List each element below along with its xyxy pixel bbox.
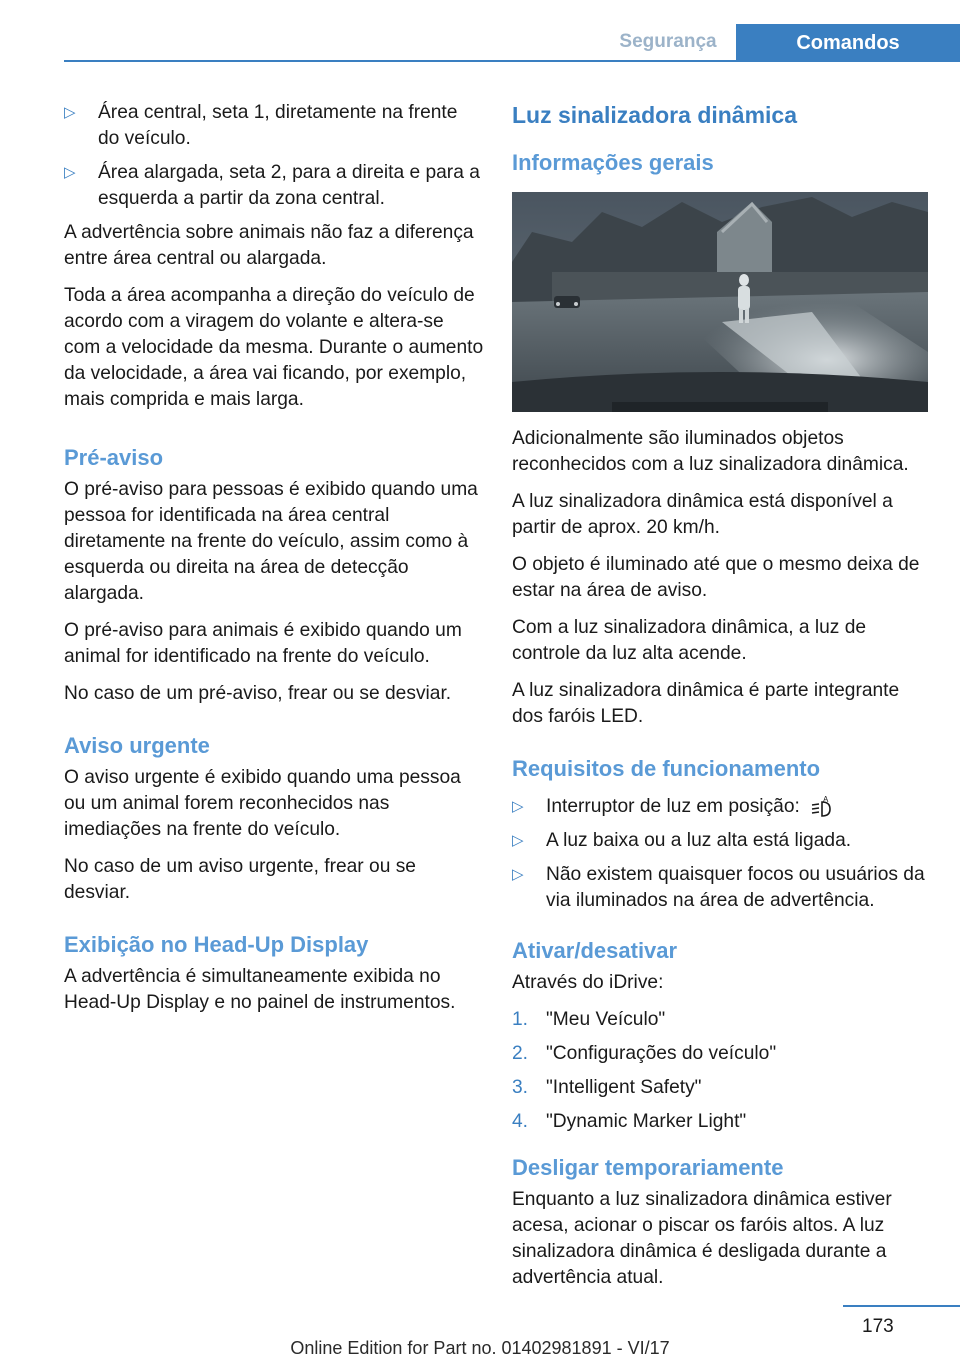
page-number: 173: [862, 1316, 894, 1337]
area-bullet-list: [64, 100, 484, 212]
section-title-ativar-desativar: Ativar/desativar: [512, 938, 678, 963]
page-section-title: Luz sinalizadora dinâmica: [512, 102, 798, 128]
section-title-aviso-urgente: Aviso urgente: [64, 733, 210, 758]
header-rule: [64, 60, 960, 62]
auto-light-switch-icon: [808, 796, 834, 818]
paragraph: Através do iDrive:: [512, 972, 664, 993]
paragraph: O pré-aviso para animais é exibido quando um animal for identificado na frente do veículo.: [64, 620, 462, 667]
list-item: ▷ Área central, seta 1, diretamente na frente do veículo.: [64, 102, 458, 149]
section-title-requisitos: Requisitos de funcionamento: [512, 756, 821, 781]
paragraph: Com a luz sinalizadora dinâmica, a luz de controle da luz alta acende.: [512, 617, 867, 664]
section-title-preaviso: Pré-aviso: [64, 445, 164, 470]
dynamic-marker-light-photo: [512, 192, 928, 412]
paragraph: O objeto é iluminado até que o mesmo deixa de estar na área de aviso.: [512, 554, 920, 601]
paragraph: No caso de um pré-aviso, frear ou se desviar.: [64, 683, 452, 704]
list-item: ▷ Não existem quaisquer focos ou usuários da via iluminados na área de advertência.: [512, 864, 925, 911]
paragraph: No caso de um aviso urgente, frear ou se desviar.: [64, 856, 416, 903]
header-tab-comandos[interactable]: Comandos: [736, 24, 960, 62]
section-title-informacoes-gerais: Informações gerais: [512, 150, 714, 175]
paragraph: A luz sinalizadora dinâmica é parte integrante dos faróis LED.: [512, 680, 900, 727]
paragraph: Enquanto a luz sinalizadora dinâmica estiver acesa, acionar o piscar os faróis altos. A luz sinalizadora dinâmica é desligada durante a advertência atual.: [512, 1189, 892, 1288]
header-tab-seguranca[interactable]: Segurança: [619, 31, 717, 52]
section-title-desligar: Desligar temporariamente: [512, 1155, 784, 1180]
idrive-steps-list: [512, 1007, 930, 1135]
requisitos-list: [512, 794, 930, 914]
list-item: 3. "Intelligent Safety": [512, 1077, 702, 1098]
paragraph: O pré-aviso para pessoas é exibido quando uma pessoa for identificada na área central diretamente na frente do veículo, assim como à esquerda ou direita na área de detecção alargada.: [64, 479, 478, 604]
list-item: ▷ Interruptor de luz em posição: A: [512, 794, 930, 820]
right-column: [512, 100, 930, 1302]
paragraph: Toda a área acompanha a direção do veículo de acordo com a viragem do volante e altera-se com a velocidade da mesma. Durante o aumento da velocidade, a área vai ficando, por exemplo, mais comprida e mais larga.: [64, 285, 484, 410]
footer-edition: Online Edition for Part no. 01402981891 - VI/17: [290, 1338, 670, 1358]
triangle-bullet-icon: ▷: [512, 866, 524, 883]
svg-text:A: A: [822, 795, 829, 804]
list-item: 2. "Configurações do veículo": [512, 1043, 777, 1064]
paragraph: O aviso urgente é exibido quando uma pessoa ou um animal forem reconhecidos nas imediações na frente do veículo.: [64, 767, 461, 840]
triangle-bullet-icon: ▷: [64, 104, 76, 121]
triangle-bullet-icon: ▷: [512, 832, 524, 849]
left-column: [64, 100, 484, 1027]
triangle-bullet-icon: ▷: [64, 164, 76, 181]
footer-rule: [843, 1305, 960, 1307]
triangle-bullet-icon: ▷: [512, 798, 524, 815]
section-title-head-up-display: Exibição no Head-Up Display: [64, 932, 369, 957]
list-item: 1. "Meu Veículo": [512, 1009, 666, 1030]
paragraph: A advertência é simultaneamente exibida no Head-Up Display e no painel de instrumentos.: [64, 966, 456, 1013]
paragraph: A luz sinalizadora dinâmica está disponível a partir de aprox. 20 km/h.: [512, 491, 893, 538]
list-item: ▷ A luz baixa ou a luz alta está ligada.: [512, 828, 930, 854]
list-item: ▷ Área alargada, seta 2, para a direita e para a esquerda a partir da zona central.: [64, 162, 480, 209]
paragraph: Adicionalmente são iluminados objetos reconhecidos com a luz sinalizadora dinâmica.: [512, 428, 909, 475]
list-item: 4. "Dynamic Marker Light": [512, 1111, 747, 1132]
paragraph: A advertência sobre animais não faz a diferença entre área central ou alargada.: [64, 222, 474, 269]
